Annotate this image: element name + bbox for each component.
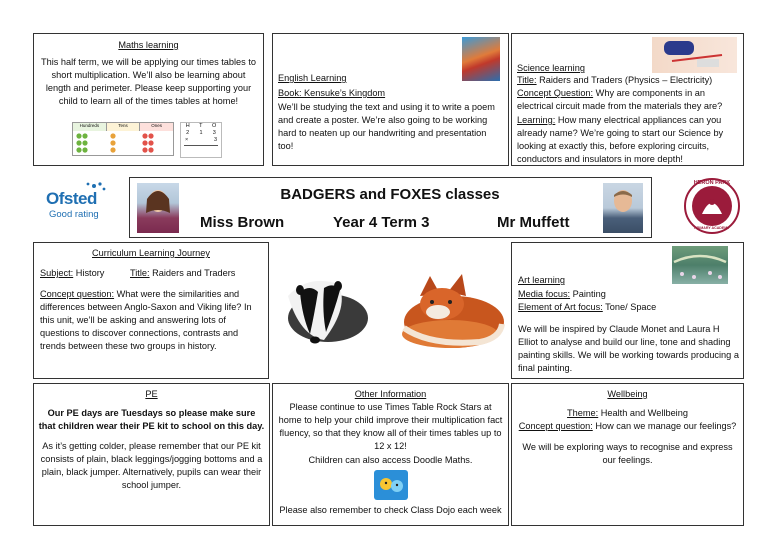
curriculum-subject bbox=[40, 267, 130, 280]
wellbeing-concept bbox=[516, 420, 739, 433]
pe-bold-text: Our PE days are Tuesdays so please make sure that children wear their PE kit to school on this day. bbox=[38, 408, 265, 431]
english-panel bbox=[272, 33, 509, 166]
class-header bbox=[129, 177, 652, 238]
doodle-maths-icon bbox=[374, 470, 408, 500]
grid-digit: 2 bbox=[186, 130, 190, 136]
wellbeing-theme bbox=[516, 407, 739, 420]
english-book: Book: Kensuke’s Kingdom bbox=[278, 88, 386, 98]
ofsted-rating: Good rating bbox=[49, 209, 99, 220]
monet-painting-icon bbox=[672, 246, 728, 284]
science-title-label: Title: bbox=[517, 75, 537, 85]
science-concept-label: Concept Question: bbox=[517, 88, 594, 98]
science-learning-value: How many electrical appliances can you already name? We’re going to start our Science by looking at exactly this, before exploring circuits, conductors and insulators in more depth! bbox=[517, 115, 724, 164]
curriculum-title-label: Title: bbox=[130, 268, 150, 278]
year-term: Year 4 Term 3 bbox=[333, 214, 430, 231]
other-dojo: Please also remember to check Class Dojo each week bbox=[279, 505, 502, 515]
school-logo-bottom: PRIMARY ACADEMY bbox=[694, 226, 730, 230]
science-panel bbox=[511, 33, 744, 166]
grid-digit: 1 bbox=[199, 130, 203, 136]
science-title-value: Raiders and Traders (Physics – Electricity) bbox=[539, 75, 713, 85]
grid-digit: 3 bbox=[212, 130, 216, 136]
wellbeing-body: We will be exploring ways to recognise and express our feelings. bbox=[522, 442, 733, 465]
teacher-left: Miss Brown bbox=[200, 214, 285, 231]
grid-t: T bbox=[199, 123, 203, 129]
other-title: Other Information bbox=[354, 389, 427, 399]
art-title: Art learning bbox=[518, 275, 565, 285]
element-label: Element of Art focus: bbox=[518, 302, 603, 312]
maths-panel bbox=[33, 33, 264, 166]
other-info-panel bbox=[272, 383, 509, 526]
ones-header: Ones bbox=[140, 123, 173, 131]
pe-body: As it’s getting colder, please remember that our PE kit consists of plain, black leggings/jogging bottoms and a plain, black jumper. Alternatively, pupils can wear their school jumper. bbox=[40, 441, 263, 490]
grid-o: O bbox=[211, 123, 217, 129]
subject-value: History bbox=[75, 268, 105, 278]
miss-brown-photo bbox=[137, 183, 179, 233]
curriculum-concept bbox=[40, 288, 265, 353]
grid-h: H bbox=[185, 123, 190, 129]
art-panel bbox=[511, 242, 744, 379]
english-title: English Learning bbox=[278, 73, 347, 83]
fox-image bbox=[390, 268, 508, 352]
maths-title: Maths learning bbox=[118, 40, 179, 50]
science-concept-value: Why are components in an electrical circuit made from the materials they are? bbox=[517, 88, 723, 111]
science-learning-label: Learning: bbox=[517, 115, 556, 125]
concept-value: What were the similarities and differences between Anglo-Saxon and Viking life? In this unit, we’ll be asking and answering lots of questions to discover connections, contrasts and trends between these two groups in history. bbox=[40, 289, 252, 351]
science-learning bbox=[517, 114, 742, 166]
science-concept bbox=[517, 87, 742, 113]
school-logo bbox=[684, 178, 740, 234]
theme-label: Theme: bbox=[567, 408, 599, 418]
other-body: Please continue to use Times Table Rock Stars at home to help your child improve their multiplication fact fluency, so that they know all of their times tables up to 12 x 12! bbox=[278, 402, 503, 451]
science-title-line bbox=[517, 74, 742, 87]
place-value-table bbox=[72, 122, 174, 156]
english-body: We’ll be studying the text and using it to write a poem and create a poster. We’re also going to be working hard to neaten up our handwriting and presentation too! bbox=[278, 102, 495, 151]
wellbeing-concept-value: How can we manage our feelings? bbox=[595, 421, 737, 431]
grid-operator: × bbox=[185, 137, 189, 143]
mr-muffett-photo bbox=[603, 183, 643, 233]
wellbeing-concept-label: Concept question: bbox=[518, 421, 593, 431]
art-element bbox=[518, 301, 738, 314]
grid-multiplier: 3 bbox=[213, 137, 217, 143]
media-value: Painting bbox=[572, 289, 606, 299]
circuit-photo-icon bbox=[652, 37, 737, 73]
media-label: Media focus: bbox=[518, 289, 571, 299]
concept-label: Concept question: bbox=[40, 289, 115, 299]
science-title: Science learning bbox=[517, 63, 585, 73]
curriculum-title-line bbox=[130, 267, 266, 280]
school-logo-top: HERON PARK bbox=[693, 180, 731, 186]
ofsted-name: Ofsted bbox=[46, 189, 97, 208]
element-value: Tone/ Space bbox=[605, 302, 657, 312]
kensukes-kingdom-book-icon bbox=[462, 37, 500, 81]
theme-value: Health and Wellbeing bbox=[600, 408, 688, 418]
counters-graphic bbox=[73, 131, 173, 155]
classes-title: BADGERS and FOXES classes bbox=[280, 186, 500, 203]
tens-header: Tens bbox=[107, 123, 141, 131]
art-media bbox=[518, 288, 738, 301]
column-method-grid bbox=[180, 122, 222, 158]
wellbeing-panel bbox=[511, 383, 744, 526]
other-doodle: Children can also access Doodle Maths. bbox=[308, 455, 473, 465]
curriculum-title: Curriculum Learning Journey bbox=[92, 248, 210, 258]
art-body: We will be inspired by Claude Monet and Laura H Elliot to analyse and build our line, tone and shading painting skills. We will be working towards producing a final painting. bbox=[518, 324, 739, 373]
subject-label: Subject: bbox=[40, 268, 74, 278]
curriculum-title-value: Raiders and Traders bbox=[152, 268, 236, 278]
pe-panel bbox=[33, 383, 270, 526]
teacher-right: Mr Muffett bbox=[497, 214, 570, 231]
hundreds-header: Hundreds bbox=[73, 123, 107, 131]
maths-body: This half term, we will be applying our times tables to short multiplication. We’ll also be learning about length and perimeter. Please keep supporting your child to learn all of the times tables at home! bbox=[41, 57, 256, 106]
badger-image bbox=[278, 266, 376, 348]
wellbeing-title: Wellbeing bbox=[607, 389, 648, 399]
curriculum-panel bbox=[33, 242, 269, 379]
pe-title: PE bbox=[145, 389, 158, 399]
ofsted-logo bbox=[44, 180, 114, 224]
